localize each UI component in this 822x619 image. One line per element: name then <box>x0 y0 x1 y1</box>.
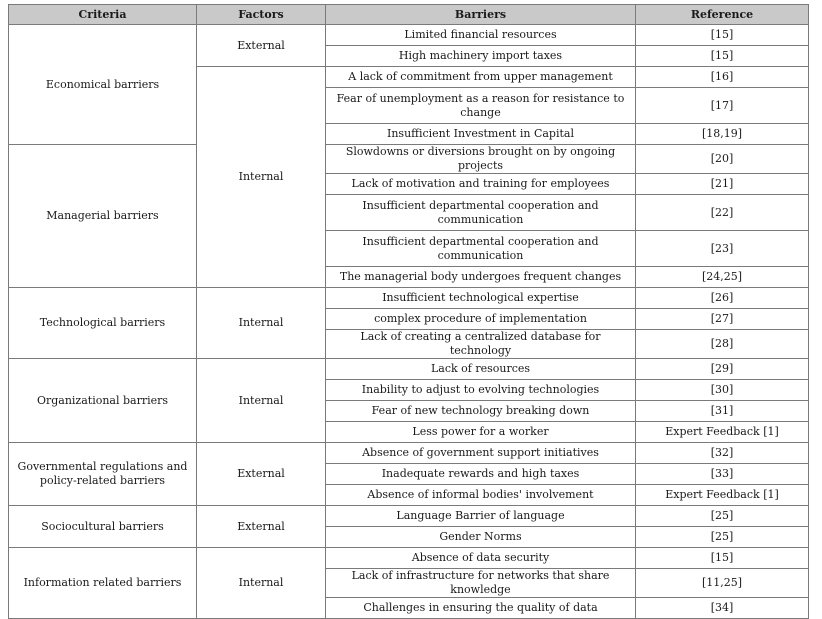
reference-cell: [15] <box>636 46 809 67</box>
reference-cell: [18,19] <box>636 124 809 145</box>
barrier-cell: complex procedure of implementation <box>326 309 636 330</box>
barrier-cell: Inability to adjust to evolving technologies <box>326 380 636 401</box>
barrier-cell: Slowdowns or diversions brought on by ongoing projects <box>326 145 636 174</box>
factor-cell: External <box>197 25 326 67</box>
reference-cell: [20] <box>636 145 809 174</box>
factor-cell: Internal <box>197 359 326 443</box>
table-row <box>9 359 809 380</box>
criteria-cell: Economical barriers <box>9 25 197 145</box>
barrier-cell: Lack of resources <box>326 359 636 380</box>
factor-cell: External <box>197 443 326 506</box>
barrier-cell: Absence of government support initiatives <box>326 443 636 464</box>
criteria-cell: Organizational barriers <box>9 359 197 443</box>
reference-cell: Expert Feedback [1] <box>636 485 809 506</box>
barrier-cell: Insufficient technological expertise <box>326 288 636 309</box>
reference-cell: [32] <box>636 443 809 464</box>
reference-cell: [17] <box>636 88 809 124</box>
reference-cell: [25] <box>636 527 809 548</box>
table-row <box>9 288 809 309</box>
criteria-cell: Information related barriers <box>9 548 197 619</box>
table-row <box>9 25 809 46</box>
criteria-cell: Sociocultural barriers <box>9 506 197 548</box>
reference-cell: [16] <box>636 67 809 88</box>
barriers-table <box>8 4 809 619</box>
reference-cell: [15] <box>636 25 809 46</box>
barrier-cell: Fear of new technology breaking down <box>326 401 636 422</box>
reference-cell: [27] <box>636 309 809 330</box>
barrier-cell: Gender Norms <box>326 527 636 548</box>
factor-cell: Internal <box>197 67 326 288</box>
barrier-cell: Challenges in ensuring the quality of data <box>326 598 636 619</box>
barrier-cell: Insufficient departmental cooperation and communication <box>326 195 636 231</box>
table-row <box>9 145 809 174</box>
reference-cell: [23] <box>636 231 809 267</box>
reference-cell: [26] <box>636 288 809 309</box>
barrier-cell: Lack of creating a centralized database for technology <box>326 330 636 359</box>
barrier-cell: Insufficient Investment in Capital <box>326 124 636 145</box>
barrier-cell: A lack of commitment from upper management <box>326 67 636 88</box>
header-factors: Factors <box>197 5 326 25</box>
reference-cell: [33] <box>636 464 809 485</box>
reference-cell: Expert Feedback [1] <box>636 422 809 443</box>
header-reference: Reference <box>636 5 809 25</box>
barrier-cell: Lack of motivation and training for employees <box>326 174 636 195</box>
header-row <box>9 5 809 25</box>
barrier-cell: Less power for a worker <box>326 422 636 443</box>
criteria-cell: Governmental regulations and policy-related barriers <box>9 443 197 506</box>
barrier-cell: The managerial body undergoes frequent changes <box>326 267 636 288</box>
reference-cell: [28] <box>636 330 809 359</box>
table-row <box>9 443 809 464</box>
reference-cell: [34] <box>636 598 809 619</box>
barrier-cell: Lack of infrastructure for networks that share knowledge <box>326 569 636 598</box>
barrier-cell: Absence of data security <box>326 548 636 569</box>
criteria-cell: Managerial barriers <box>9 145 197 288</box>
factor-cell: Internal <box>197 288 326 359</box>
reference-cell: [30] <box>636 380 809 401</box>
barrier-cell: Insufficient departmental cooperation and communication <box>326 231 636 267</box>
header-criteria: Criteria <box>9 5 197 25</box>
header-barriers: Barriers <box>326 5 636 25</box>
reference-cell: [15] <box>636 548 809 569</box>
factor-cell: Internal <box>197 548 326 619</box>
reference-cell: [21] <box>636 174 809 195</box>
reference-cell: [24,25] <box>636 267 809 288</box>
barrier-cell: Inadequate rewards and high taxes <box>326 464 636 485</box>
factor-cell: External <box>197 506 326 548</box>
barrier-cell: Limited financial resources <box>326 25 636 46</box>
reference-cell: [31] <box>636 401 809 422</box>
reference-cell: [11,25] <box>636 569 809 598</box>
criteria-cell: Technological barriers <box>9 288 197 359</box>
barrier-cell: Language Barrier of language <box>326 506 636 527</box>
barrier-cell: Absence of informal bodies' involvement <box>326 485 636 506</box>
table-row <box>9 506 809 527</box>
table-row <box>9 548 809 569</box>
reference-cell: [29] <box>636 359 809 380</box>
reference-cell: [22] <box>636 195 809 231</box>
reference-cell: [25] <box>636 506 809 527</box>
barrier-cell: High machinery import taxes <box>326 46 636 67</box>
barrier-cell: Fear of unemployment as a reason for resistance to change <box>326 88 636 124</box>
